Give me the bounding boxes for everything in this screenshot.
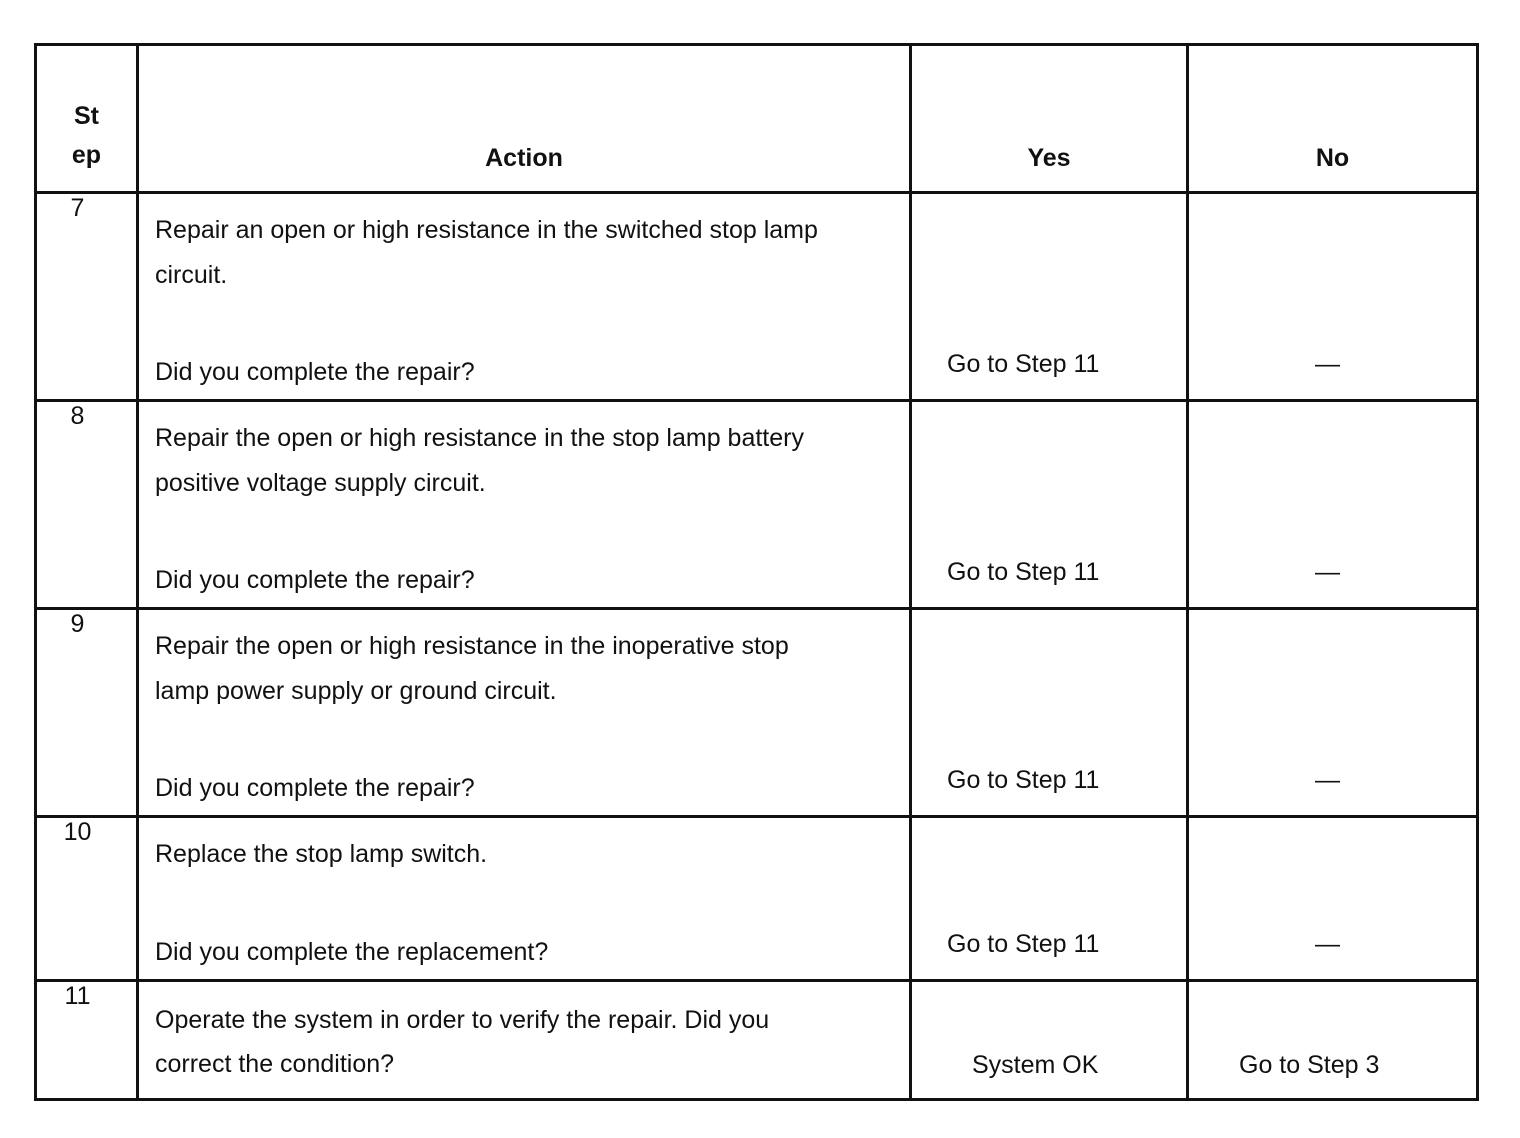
table-row	[36, 193, 1478, 401]
step-cell	[36, 981, 138, 1100]
action-question: Did you complete the replacement?	[155, 938, 549, 966]
no-result: —	[1315, 558, 1340, 586]
step-cell	[36, 193, 138, 401]
yes-result: Go to Step 11	[947, 350, 1100, 378]
header-yes-label: Yes	[1027, 144, 1071, 172]
yes-cell	[911, 193, 1188, 401]
no-cell	[1188, 981, 1478, 1100]
no-result: —	[1315, 350, 1340, 378]
action-question: Did you complete the repair?	[155, 774, 475, 802]
yes-result: Go to Step 11	[947, 766, 1100, 794]
step-cell	[36, 609, 138, 817]
action-question: Did you complete the repair?	[155, 566, 475, 594]
step-number: 8	[70, 402, 85, 430]
no-cell	[1188, 401, 1478, 609]
table-row	[36, 401, 1478, 609]
yes-cell	[911, 981, 1188, 1100]
action-text: Replace the stop lamp switch.	[155, 840, 488, 868]
header-step-line1: St	[74, 102, 99, 130]
no-cell	[1188, 609, 1478, 817]
header-yes	[911, 45, 1188, 193]
table-header-row	[36, 45, 1478, 193]
step-number: 10	[63, 818, 92, 846]
no-result: —	[1315, 930, 1340, 958]
step-cell	[36, 817, 138, 981]
action-text: Operate the system in order to verify the repair. Did you correct the condition?	[155, 1006, 770, 1078]
action-text: Repair the open or high resistance in the inoperative stop lamp power supply or ground circuit.	[155, 632, 789, 705]
diagnostic-table	[34, 43, 1479, 1101]
step-number: 7	[70, 194, 85, 222]
step-number: 9	[70, 610, 85, 638]
no-result: —	[1315, 766, 1340, 794]
action-cell	[138, 817, 911, 981]
yes-cell	[911, 817, 1188, 981]
yes-result: System OK	[972, 1051, 1099, 1079]
action-text: Repair an open or high resistance in the switched stop lamp circuit.	[155, 216, 818, 289]
table-row	[36, 981, 1478, 1100]
header-step	[36, 45, 138, 193]
yes-cell	[911, 401, 1188, 609]
action-cell	[138, 401, 911, 609]
yes-result: Go to Step 11	[947, 930, 1100, 958]
action-text: Repair the open or high resistance in the stop lamp battery positive voltage supply circuit.	[155, 424, 804, 497]
header-step-line2: ep	[71, 141, 102, 169]
no-cell	[1188, 817, 1478, 981]
no-cell	[1188, 193, 1478, 401]
header-action-label: Action	[485, 144, 563, 172]
yes-result: Go to Step 11	[947, 558, 1100, 586]
header-no-label: No	[1315, 144, 1350, 172]
table-row	[36, 609, 1478, 817]
yes-cell	[911, 609, 1188, 817]
action-cell	[138, 193, 911, 401]
header-action	[138, 45, 911, 193]
action-question: Did you complete the repair?	[155, 358, 475, 386]
action-cell	[138, 609, 911, 817]
header-no	[1188, 45, 1478, 193]
step-cell	[36, 401, 138, 609]
no-result: Go to Step 3	[1239, 1051, 1380, 1079]
step-number: 11	[64, 982, 91, 1010]
table-row	[36, 817, 1478, 981]
action-cell	[138, 981, 911, 1100]
